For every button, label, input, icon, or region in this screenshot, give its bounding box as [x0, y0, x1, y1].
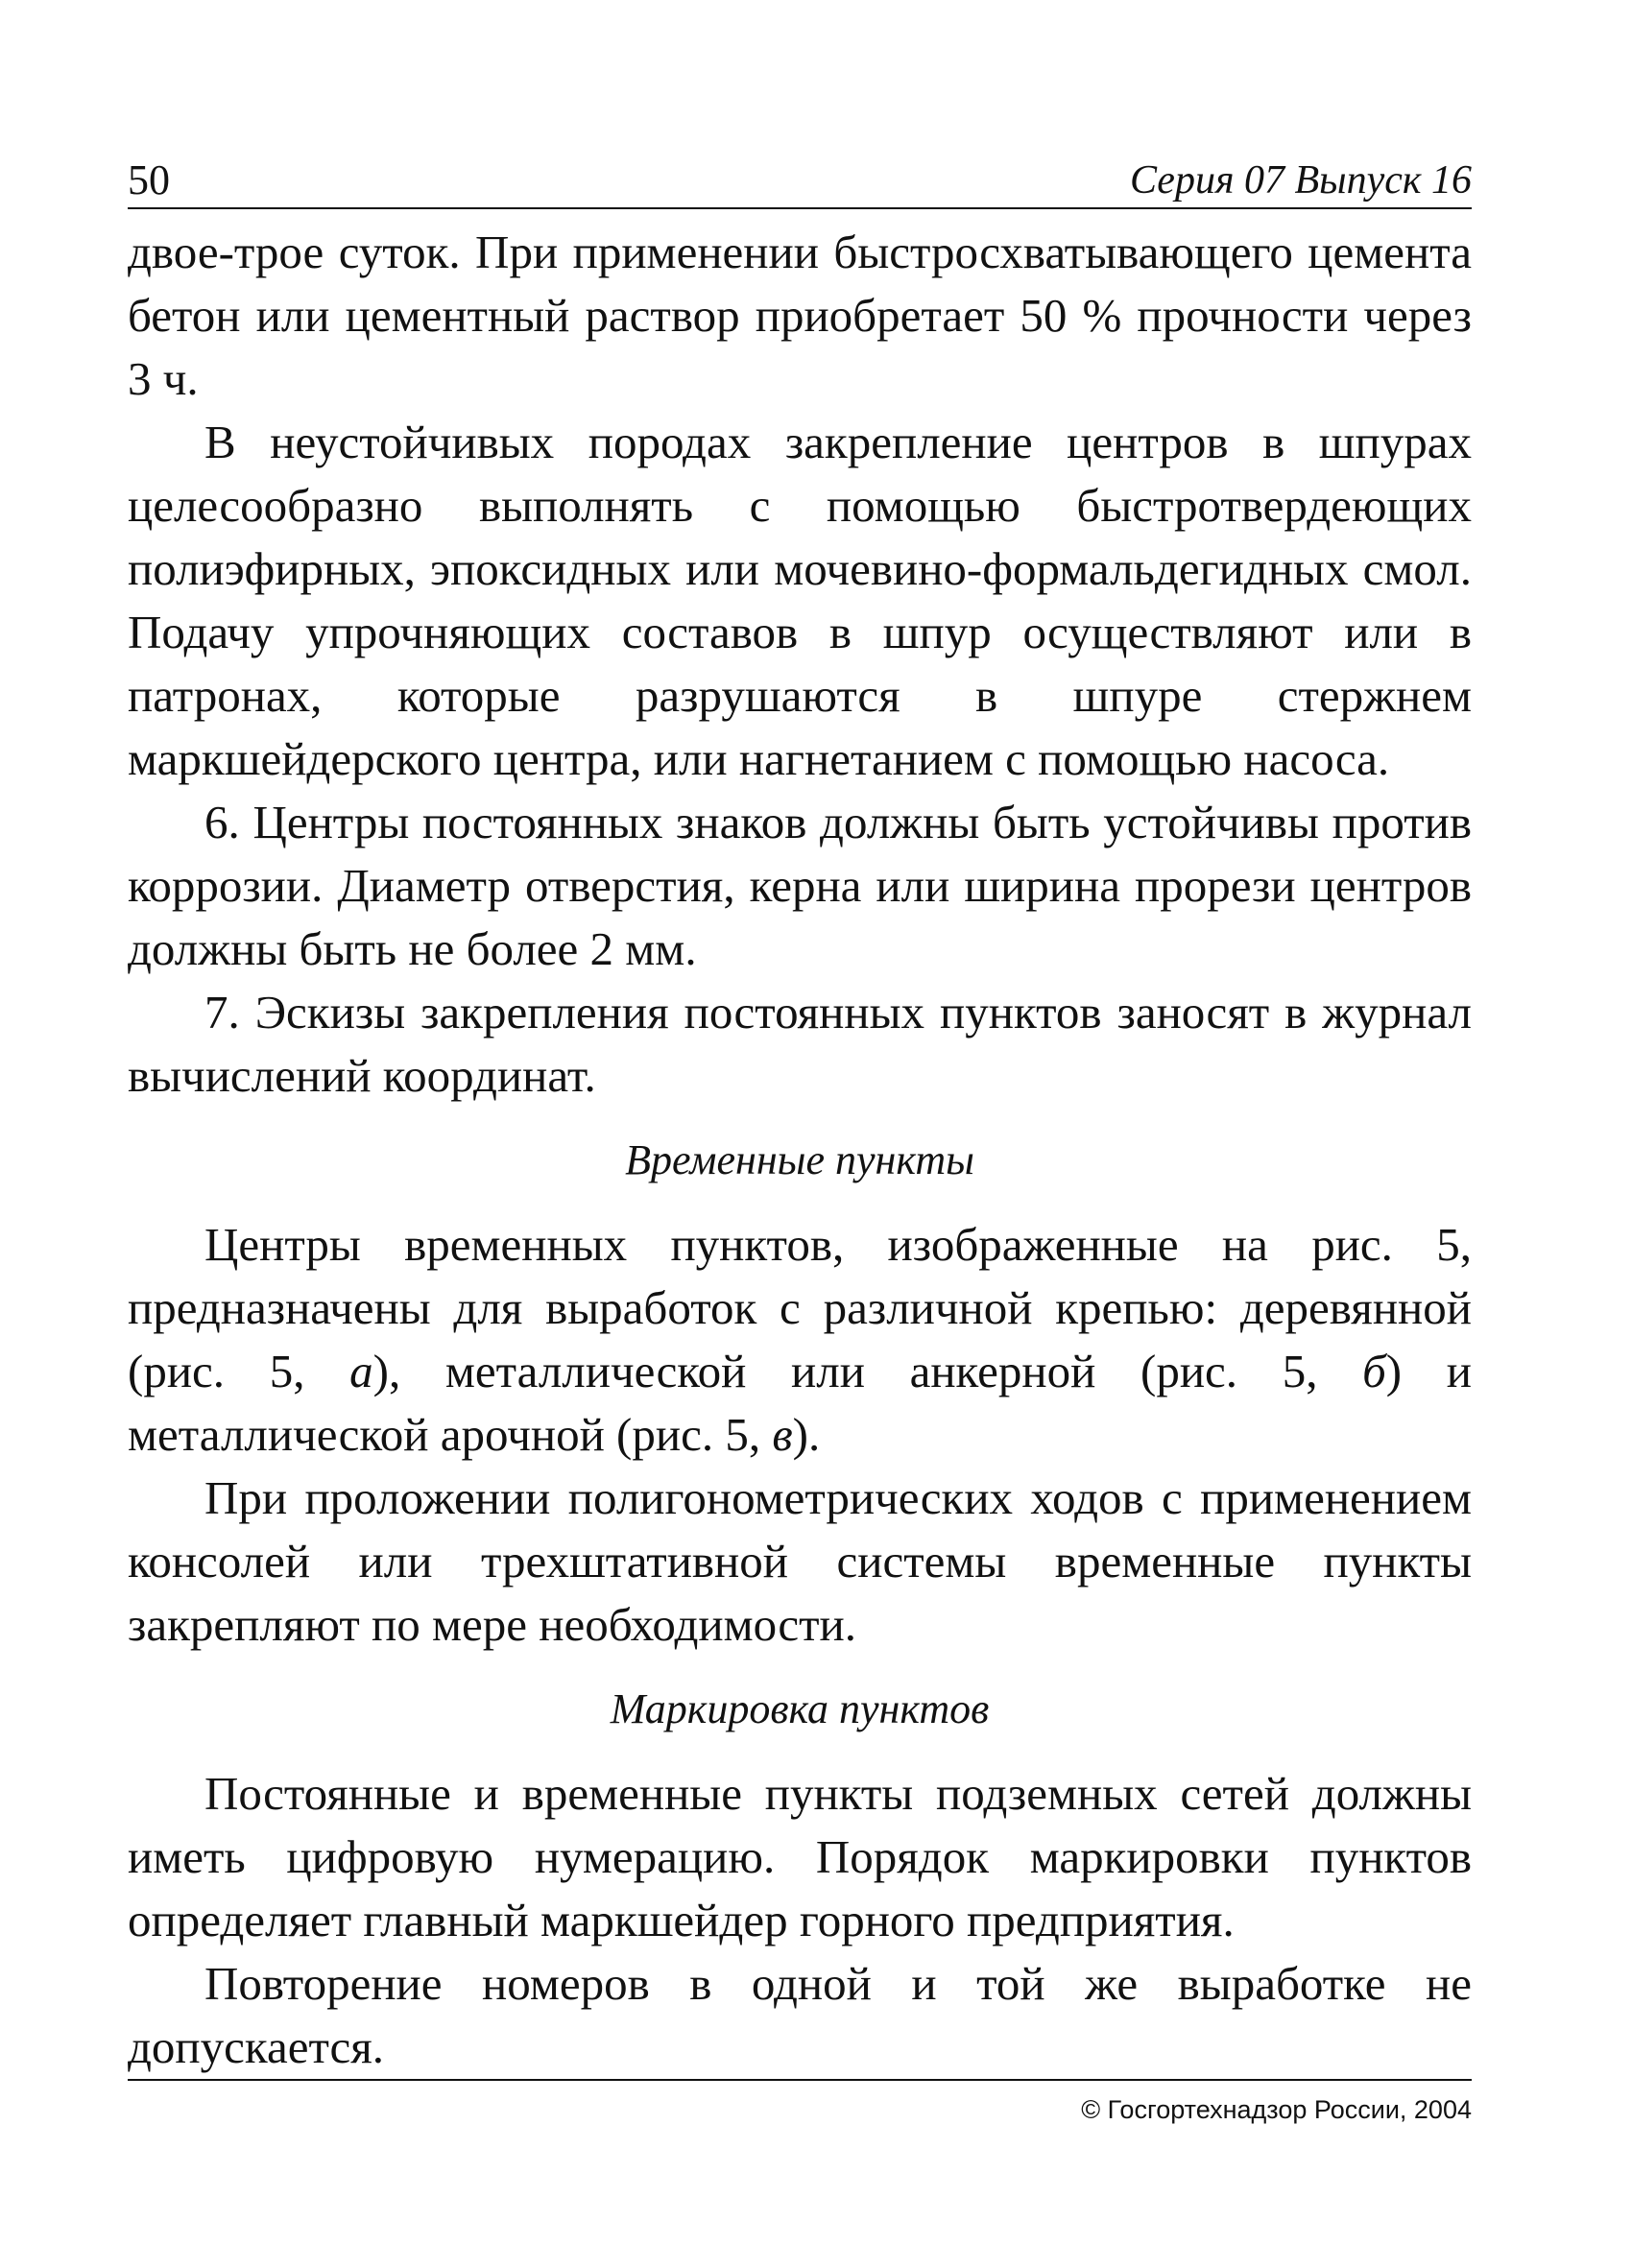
paragraph-no-repeat: Повторение номеров в одной и той же выработке не допускается.	[128, 1957, 1472, 2073]
paragraph-item-7: 7. Эскизы закрепления постоянных пунктов заносят в журнал вычислений координат.	[128, 986, 1472, 1102]
paragraph-temporary-centers	[128, 1213, 1472, 1467]
figure-letter: б	[1362, 1345, 1386, 1397]
figure-letter: в	[772, 1408, 793, 1461]
figure-letter: а	[349, 1345, 373, 1397]
footer-divider	[128, 2079, 1472, 2081]
text-run: ).	[792, 1408, 821, 1461]
running-title: Серия 07 Выпуск 16	[1130, 158, 1472, 203]
body-text	[128, 221, 1472, 2079]
section-heading-temporary-points: Временные пункты	[625, 1136, 974, 1183]
page-header	[128, 154, 1472, 209]
text-run: ) и металлической арочной (рис. 5,	[128, 1345, 1473, 1461]
paragraph-numbering: Постоянные и временные пункты подземных сетей должны иметь цифровую нумерацию. Порядок маркировки пунктов определяет главный маркшейдер горного предприятия.	[128, 1767, 1472, 1946]
paragraph-item-6: 6. Центры постоянных знаков должны быть устойчивы против коррозии. Диаметр отверстия, керна или ширина прорези центров должны быть не более 2 мм.	[128, 796, 1472, 975]
section-heading-marking: Маркировка пунктов	[610, 1685, 990, 1732]
text-run: Центры временных пунктов, изображенные на рис. 5, предназначены для выработок с различной крепью: деревянной (рис. 5,	[128, 1218, 1472, 1397]
text-run: ), металлической или анкерной (рис. 5,	[372, 1345, 1363, 1397]
page-number: 50	[128, 156, 170, 203]
paragraph-resin-fixing: В неустойчивых породах закрепление центров в шпурах целесообразно выполнять с помощью быстротвердеющих полиэфирных, эпоксидных или мочевино-формальдегидных смол. Подачу упрочняющих составов в шпур осуществляют или в патронах, которые разрушаются в шпуре стержнем маркшейдерского центра, или нагнетанием с помощью насоса.	[128, 416, 1472, 785]
paragraph-polygonometric: При проложении полигонометрических ходов с применением консолей или трехштативной системы временные пункты закрепляют по мере необходимости.	[128, 1471, 1472, 1651]
paragraph-continuation: двое-трое суток. При применении быстросхватывающего цемента бетон или цементный раствор приобретает 50 % прочности через 3 ч.	[128, 226, 1472, 405]
copyright-notice: © Госгортехнадзор России, 2004	[1081, 2095, 1472, 2124]
